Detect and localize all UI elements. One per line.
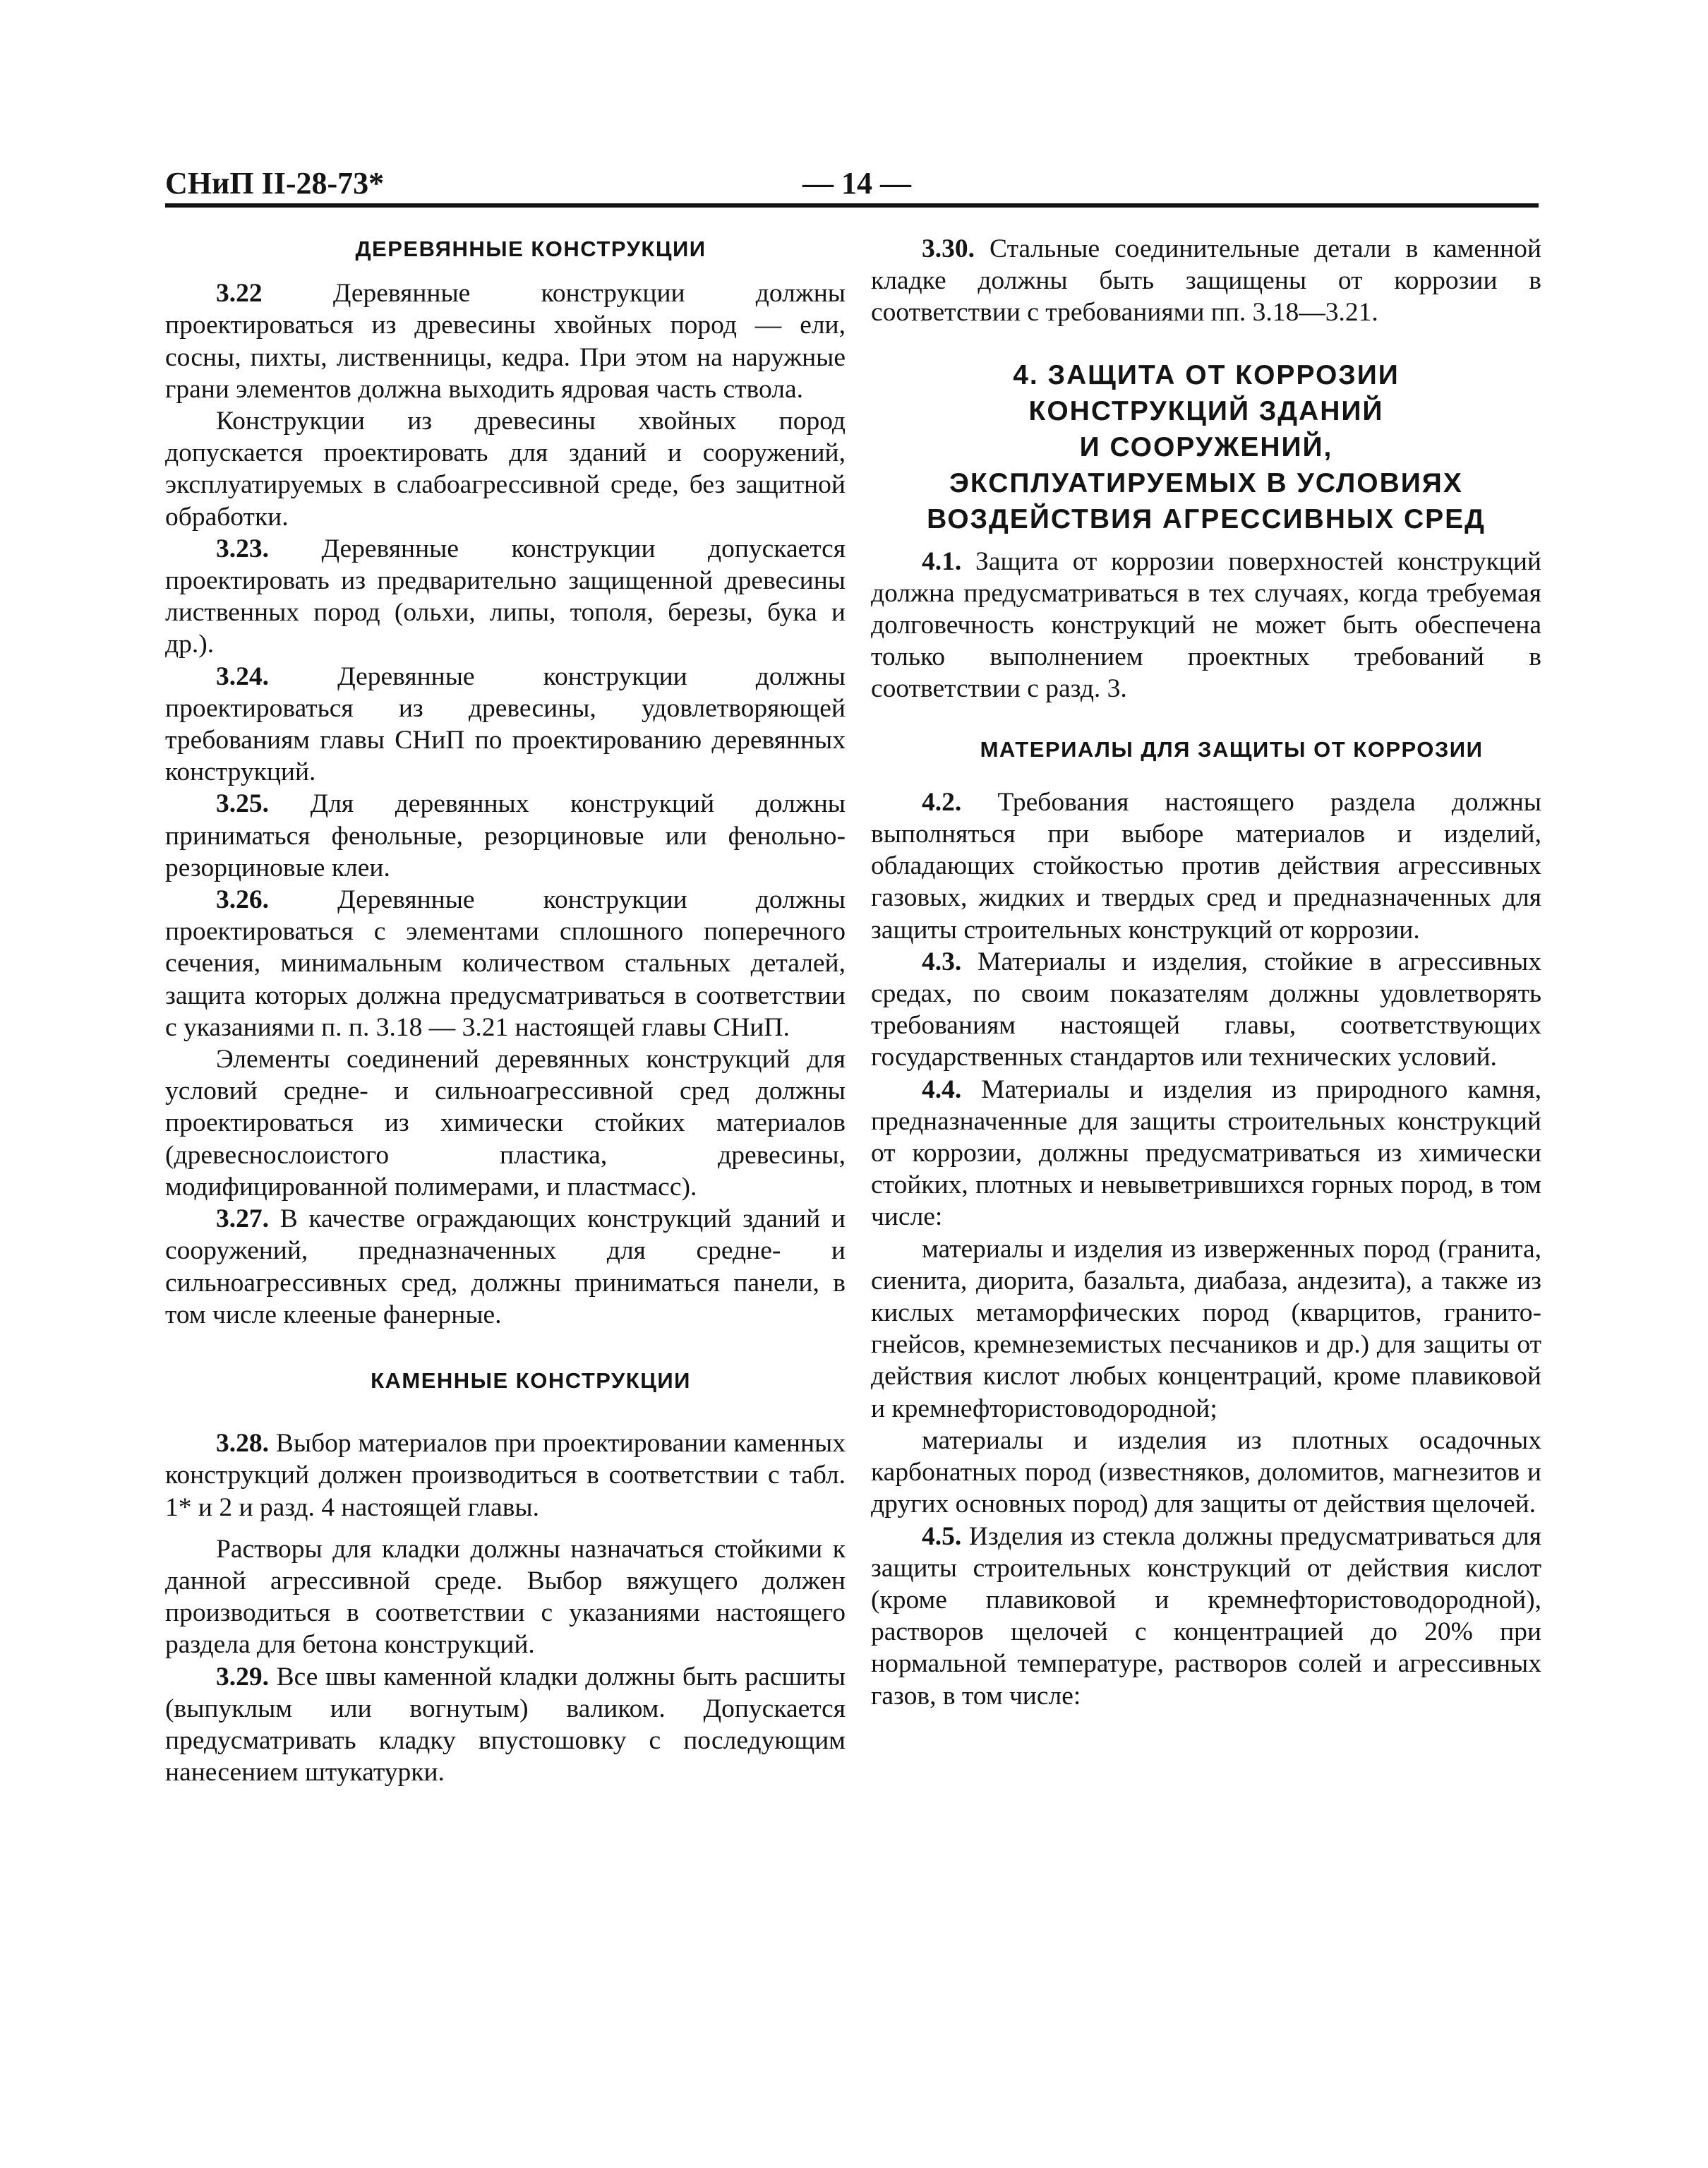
paragraph-3-23 [165,533,846,661]
paragraph-3-26-cont: Элементы соединений деревянных конструкций для условий средне- и сильноагрессивной сред должны проектироваться из химически стойких материалов (древеснослоистого пластика, древесины, модифицированной полимерами, и пластмасс). [165,1045,846,1202]
paragraph-text: Изделия из стекла должны предусматриваться для защиты строительных конструкций от действия кислот (кроме плавиковой и кремнефтористоводородной), растворов щелочей с концентрацией до 20% при нормальной температуре, растворов солей и агрессивных газов, в том числе: [871,1521,1541,1711]
paragraph-3-28 [165,1427,846,1523]
paragraph-4-2 [871,786,1541,946]
section-title-materials: МАТЕРИАЛЫ ДЛЯ ЗАЩИТЫ ОТ КОРРОЗИИ [980,736,1484,762]
paragraph-number: 3.28. [216,1429,269,1459]
paragraph-text: В качестве ограждающих конструкций зданий и сооружений, предназначенных для средне- и сильноагрессивных сред, должны приниматься панели, в том числе клееные фанерные. [165,1204,846,1329]
page-header [165,164,1539,205]
section-title-wood: ДЕРЕВЯННЫЕ КОНСТРУКЦИИ [355,236,706,261]
right-column [871,233,1541,1712]
paragraph-number: 3.29. [216,1662,269,1691]
paragraph-4-4 [871,1074,1541,1233]
paragraph-number: 4.4. [922,1074,962,1104]
paragraph-text: Стальные соединительные детали в каменной кладке должны быть защищены от коррозии в соответствии с требованиями пп. 3.18—3.21. [871,234,1541,328]
paragraph-text: Деревянные конструкции должны проектироваться из древесины, удовлетворяющей требованиям главы СНиП по проектированию деревянных конструкций. [165,661,846,787]
paragraph-4-4-igneous: материалы и изделия из изверженных пород (гранита, сиенита, диорита, базальта, диабаза, андезита), а также из кислых метаморфических пород (кварцитов, гранито-гнейсов, кремнеземистых песчаников и др.) для защиты от действия кислот любых концентраций, кроме плавиковой и кремнефтористоводородной; [871,1234,1541,1423]
header-rule [165,203,1539,208]
paragraph-text: Все швы каменной кладки должны быть расшиты (выпуклым или вогнутым) валиком. Допускается предусматривать кладку впустошовку с последующим нанесением штукатурки. [165,1662,846,1787]
paragraph-3-25 [165,788,846,884]
paragraph-number: 4.3. [922,947,962,976]
paragraph-3-27 [165,1203,846,1331]
left-column [165,233,846,1788]
paragraph-4-5 [871,1521,1541,1712]
paragraph-number: 3.30. [922,234,975,263]
paragraph-text: Материалы и изделия, стойкие в агрессивных средах, по своим показателям должны удовлетворять требованиям настоящей главы, соответствующих государственных стандартов или технических условий. [871,947,1541,1072]
paragraph-3-29 [165,1661,846,1789]
paragraph-3-22-cont: Конструкции из древесины хвойных пород допускается проектировать для зданий и сооружений, эксплуатируемых в слабоагрессивной среде, без защитной обработки. [165,407,846,532]
paragraph-3-24 [165,661,846,789]
chapter-title-line: И СООРУЖЕНИЙ, [1079,431,1333,462]
chapter-title-line: ЭКСПЛУАТИРУЕМЫХ В УСЛОВИЯХ [949,467,1463,498]
paragraph-number: 3.23. [216,534,269,563]
paragraph-text: Деревянные конструкции должны проектироваться с элементами сплошного поперечного сечения, минимальным количеством стальных деталей, защита которых должна предусматриваться в соответствии с указаниями п. п. 3.18 — 3.21 настоящей главы СНиП. [165,885,846,1042]
paragraph-3-30 [871,233,1541,329]
chapter-title-line: ВОЗДЕЙСТВИЯ АГРЕССИВНЫХ СРЕД [927,503,1486,534]
paragraph-text: Выбор материалов при проектировании каменных конструкций должен производиться в соответствии с табл. 1* и 2 и разд. 4 настоящей главы. [165,1429,846,1522]
paragraph-4-4-sedimentary: материалы и изделия из плотных осадочных карбонатных пород (известняков, доломитов, магнезитов и других основных пород) для защиты от действия щелочей. [871,1425,1541,1519]
paragraph-number: 4.1. [922,546,962,576]
paragraph-number: 3.24. [216,661,269,691]
paragraph-number: 4.5. [922,1521,962,1551]
paragraph-number: 3.22 [216,279,263,309]
paragraph-4-1 [871,546,1541,705]
paragraph-text: Материалы и изделия из природного камня, предназначенные для защиты строительных конструкций от коррозии, должны предусматриваться из химически стойких, плотных и невыветрившихся горных пород, в том числе: [871,1074,1541,1232]
paragraph-text: Деревянные конструкции допускается проектировать из предварительно защищенной древесины лиственных пород (ольхи, липы, тополя, березы, бука и др.). [165,534,846,659]
paragraph-text: Деревянные конструкции должны проектироваться из древесины хвойных пород — ели, сосны, пихты, лиственницы, кедра. При этом на наружные грани элементов должна выходить ядровая часть ствола. [165,279,846,404]
paragraph-3-26 [165,884,846,1043]
chapter-title-line: КОНСТРУКЦИЙ ЗДАНИЙ [1028,395,1384,426]
paragraph-number: 4.2. [922,787,962,817]
paragraph-text: Требования настоящего раздела должны выполняться при выборе материалов и изделий, обладающих стойкостью против действия агрессивных газовых, жидких и твердых сред и предназначенных для защиты строительных конструкций от коррозии. [871,787,1541,945]
section-title-stone: КАМЕННЫЕ КОНСТРУКЦИИ [371,1367,691,1393]
paragraph-number: 3.25. [216,789,269,819]
page-number: — 14 — [802,166,911,200]
paragraph-3-28-cont: Растворы для кладки должны назначаться стойкими к данной агрессивной среде. Выбор вяжущего должен производиться в соответствии с указаниями настоящего раздела для бетона конструкций. [165,1534,846,1660]
paragraph-number: 3.26. [216,885,269,915]
document-code: СНиП II-28-73* [165,166,385,200]
paragraph-3-22 [165,277,846,405]
paragraph-text: Для деревянных конструкций должны приниматься фенольные, резорциновые или фенольно-резорциновые клеи. [165,789,846,882]
chapter-title-line: 4. ЗАЩИТА ОТ КОРРОЗИИ [1013,359,1400,390]
chapter-title [871,357,1541,537]
paragraph-number: 3.27. [216,1204,269,1234]
paragraph-4-3 [871,946,1541,1074]
paragraph-text: Защита от коррозии поверхностей конструкций должна предусматриваться в тех случаях, когда требуемая долговечность конструкций не может быть обеспечена только выполнением проектных требований в соответствии с разд. 3. [871,546,1541,704]
